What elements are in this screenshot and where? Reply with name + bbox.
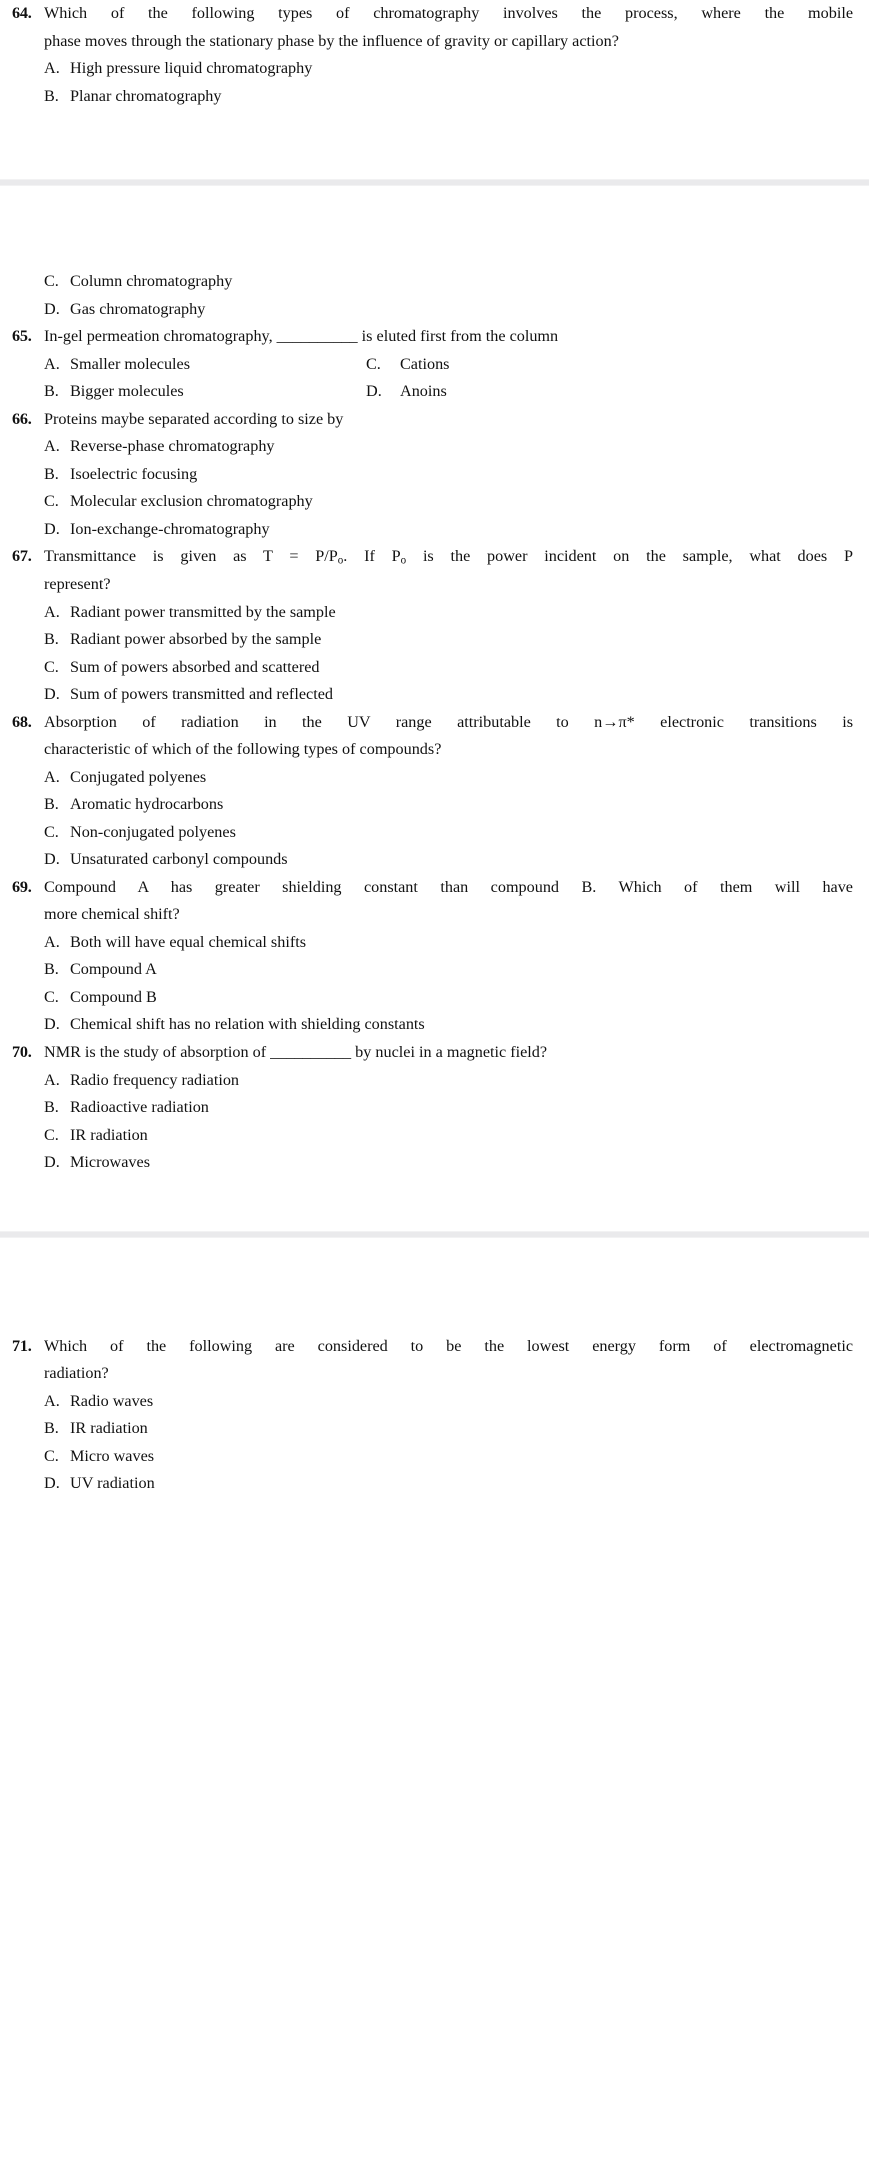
- question-71-option-b[interactable]: [0, 1415, 853, 1443]
- option-label: B.: [44, 795, 59, 814]
- option-text: Compound B: [70, 987, 157, 1006]
- question-67-option-d[interactable]: [0, 681, 853, 709]
- question-66-option-c[interactable]: [0, 488, 853, 516]
- question-68-option-a[interactable]: [0, 764, 853, 792]
- question-block-66: [0, 406, 869, 544]
- question-block-70: [0, 1039, 869, 1177]
- option-label: D.: [44, 1474, 60, 1493]
- option-text: Sum of powers transmitted and reflected: [70, 685, 333, 704]
- option-label: A.: [44, 602, 60, 621]
- question-64-option-a[interactable]: [0, 55, 853, 83]
- option-text: IR radiation: [70, 1419, 148, 1438]
- option-text: Compound A: [70, 960, 157, 979]
- option-text: Non-conjugated polyenes: [70, 822, 236, 841]
- option-label: A.: [44, 1070, 60, 1089]
- question-71-line-2: radiation?: [44, 1364, 109, 1383]
- option-text: Chemical shift has no relation with shielding constants: [70, 1015, 425, 1034]
- question-64-option-b[interactable]: [0, 83, 853, 111]
- option-text: Smaller molecules: [70, 354, 191, 373]
- option-text: Planar chromatography: [70, 86, 222, 105]
- question-65-option-row-1: [0, 351, 853, 379]
- question-69-line-2: more chemical shift?: [44, 905, 180, 924]
- option-label: A.: [44, 932, 60, 951]
- option-label: A.: [44, 767, 60, 786]
- question-block-71: [0, 1333, 869, 1498]
- question-65-option-a[interactable]: [0, 351, 190, 379]
- question-65-option-b[interactable]: [0, 378, 184, 406]
- option-label: B.: [44, 86, 59, 105]
- page-break-band-1: [0, 179, 869, 186]
- question-65-line-1: [0, 323, 853, 351]
- option-label: B.: [44, 464, 59, 483]
- question-71-option-a[interactable]: [0, 1388, 853, 1416]
- option-label: C.: [44, 272, 59, 291]
- option-label: A.: [44, 354, 60, 373]
- question-67-subscript-2: o: [400, 554, 407, 567]
- question-70-line-1: [0, 1039, 853, 1067]
- question-64-line-1: [0, 0, 853, 28]
- question-70-option-b[interactable]: [0, 1094, 853, 1122]
- option-text: Isoelectric focusing: [70, 464, 198, 483]
- question-68-option-d[interactable]: [0, 846, 853, 874]
- question-67-subscript-1: o: [337, 554, 344, 567]
- option-label: D.: [44, 850, 60, 869]
- question-69-option-d[interactable]: [0, 1011, 853, 1039]
- option-label: D.: [44, 685, 60, 704]
- option-label: C.: [44, 822, 59, 841]
- question-71-option-d[interactable]: [0, 1470, 853, 1498]
- question-block-64-continued: [0, 268, 869, 323]
- question-69-option-c[interactable]: [0, 984, 853, 1012]
- question-block-65: [0, 323, 869, 406]
- page-top-margin-2: [0, 1238, 869, 1333]
- option-label: B.: [44, 382, 59, 401]
- question-65-number: 65.: [12, 327, 32, 346]
- question-65-option-row-2: [0, 378, 853, 406]
- option-label: A.: [44, 59, 60, 78]
- option-text: Micro waves: [70, 1446, 155, 1465]
- option-text: Reverse-phase chromatography: [70, 437, 275, 456]
- question-68-number: 68.: [12, 712, 32, 731]
- option-label: C.: [44, 657, 59, 676]
- option-text: Cations: [400, 354, 450, 373]
- arrow-glyph: →: [602, 712, 619, 731]
- option-text: Bigger molecules: [70, 382, 184, 401]
- question-64-line-2: phase moves through the stationary phase by the influence of gravity or capillary action?: [44, 31, 619, 50]
- question-67-option-b[interactable]: [0, 626, 853, 654]
- question-block-69: [0, 874, 869, 1039]
- question-70-option-c[interactable]: [0, 1122, 853, 1150]
- option-text: Aromatic hydrocarbons: [70, 795, 224, 814]
- question-65-option-d[interactable]: [366, 378, 447, 406]
- question-67-text-prefix: Transmittance is given as T = P/P: [44, 547, 338, 566]
- option-text: UV radiation: [70, 1474, 155, 1493]
- question-68-text-suffix: π* electronic transitions is: [618, 712, 853, 731]
- question-68-line-2: characteristic of which of the following types of compounds?: [44, 740, 442, 759]
- question-67-text-middle: . If P: [343, 547, 401, 566]
- question-64-number: 64.: [12, 4, 32, 22]
- question-67-option-c[interactable]: [0, 654, 853, 682]
- option-text: Radiant power absorbed by the sample: [70, 630, 322, 649]
- question-66-option-d[interactable]: [0, 516, 853, 544]
- option-text: Radio waves: [70, 1391, 154, 1410]
- option-text: Ion-exchange-chromatography: [70, 519, 270, 538]
- question-69-option-a[interactable]: [0, 929, 853, 957]
- question-69-number: 69.: [12, 877, 32, 896]
- page-break-band-2: [0, 1231, 869, 1238]
- question-69-line-1: [0, 874, 853, 902]
- question-67-number: 67.: [12, 547, 32, 566]
- question-block-67: [0, 543, 869, 708]
- option-label: D.: [44, 519, 60, 538]
- option-label: C.: [44, 1125, 59, 1144]
- option-label: B.: [44, 630, 59, 649]
- option-text: IR radiation: [70, 1125, 148, 1144]
- option-label: C.: [44, 492, 59, 511]
- question-66-text: Proteins maybe separated according to size by: [44, 409, 344, 428]
- question-71-number: 71.: [12, 1336, 32, 1355]
- option-text: Column chromatography: [70, 272, 233, 291]
- question-65-option-c[interactable]: [366, 351, 449, 379]
- option-text: Conjugated polyenes: [70, 767, 207, 786]
- option-label: D.: [366, 382, 382, 401]
- question-65-options-grid: [0, 351, 853, 406]
- question-68-line-1: [0, 709, 853, 737]
- question-71-option-c[interactable]: [0, 1443, 853, 1471]
- option-label: A.: [44, 437, 60, 456]
- page-top-margin-1: [0, 186, 869, 268]
- question-68-option-c[interactable]: [0, 819, 853, 847]
- question-71-line-1: [0, 1333, 853, 1361]
- question-67-text-suffix: is the power incident on the sample, what does P: [406, 547, 853, 566]
- option-label: C.: [44, 1446, 59, 1465]
- option-text: Radioactive radiation: [70, 1098, 209, 1117]
- option-text: Anoins: [400, 382, 447, 401]
- question-67-option-a[interactable]: [0, 599, 853, 627]
- question-68-text-prefix: Absorption of radiation in the UV range attributable to n: [44, 712, 603, 731]
- option-text: Gas chromatography: [70, 299, 206, 318]
- question-70-option-a[interactable]: [0, 1067, 853, 1095]
- option-label: A.: [44, 1391, 60, 1410]
- question-66-line-1: [0, 406, 853, 434]
- question-64-option-d[interactable]: [0, 296, 853, 324]
- option-text: Radio frequency radiation: [70, 1070, 240, 1089]
- option-text: Molecular exclusion chromatography: [70, 492, 313, 511]
- option-text: Microwaves: [70, 1153, 151, 1172]
- option-label: B.: [44, 960, 59, 979]
- question-67-line-1: [0, 543, 853, 571]
- question-69-text-line-1: Compound A has greater shielding constant than compound B. Which of them will have: [44, 877, 853, 896]
- question-70-text: NMR is the study of absorption of __________ by nuclei in a magnetic field?: [44, 1042, 548, 1061]
- question-66-option-b[interactable]: [0, 461, 853, 489]
- question-64-text-line-1: Which of the following types of chromatography involves the process, where the mobile: [44, 4, 853, 22]
- question-66-option-a[interactable]: [0, 433, 853, 461]
- option-text: Radiant power transmitted by the sample: [70, 602, 336, 621]
- option-text: Both will have equal chemical shifts: [70, 932, 307, 951]
- question-69-option-b[interactable]: [0, 956, 853, 984]
- question-block-64: [0, 0, 869, 110]
- option-label: D.: [44, 299, 60, 318]
- question-70-option-d[interactable]: [0, 1149, 853, 1177]
- question-66-number: 66.: [12, 409, 32, 428]
- option-label: D.: [44, 1153, 60, 1172]
- option-label: B.: [44, 1419, 59, 1438]
- option-text: Unsaturated carbonyl compounds: [70, 850, 288, 869]
- question-71-text-line-1: Which of the following are considered to be the lowest energy form of electromagnetic: [44, 1336, 853, 1355]
- option-label: C.: [366, 354, 381, 373]
- option-text: High pressure liquid chromatography: [70, 59, 313, 78]
- option-text: Sum of powers absorbed and scattered: [70, 657, 320, 676]
- question-68-option-b[interactable]: [0, 791, 853, 819]
- option-label: B.: [44, 1098, 59, 1117]
- question-70-number: 70.: [12, 1042, 32, 1061]
- question-67-line-2: represent?: [44, 574, 111, 593]
- option-label: C.: [44, 987, 59, 1006]
- question-64-option-c[interactable]: [0, 268, 853, 296]
- question-block-68: [0, 709, 869, 874]
- option-label: D.: [44, 1015, 60, 1034]
- question-65-text: In-gel permeation chromatography, __________ is eluted first from the column: [44, 327, 559, 346]
